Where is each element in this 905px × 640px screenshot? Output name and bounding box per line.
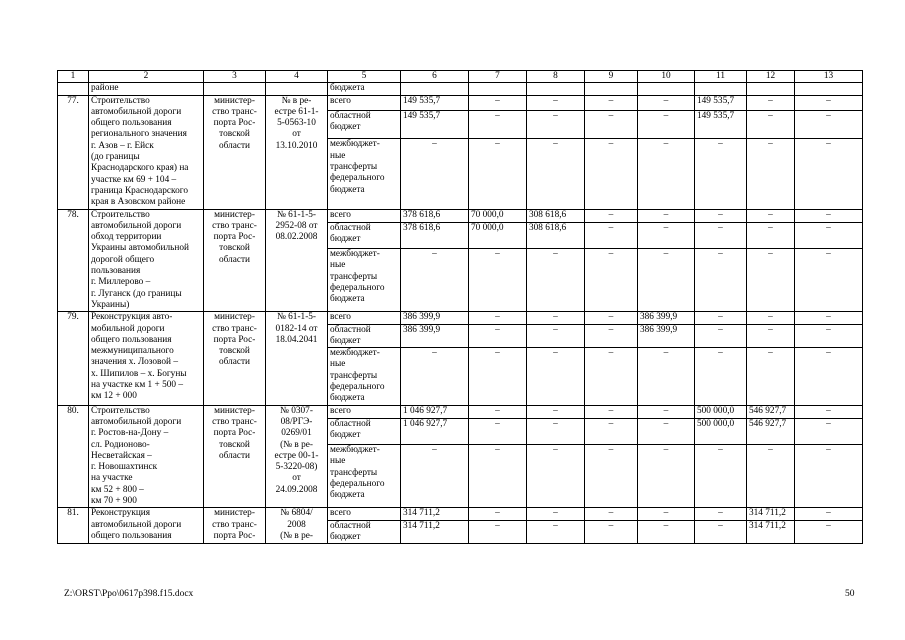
amount-col-6: 149 535,7 [401, 110, 469, 139]
table-row [58, 209, 863, 223]
expertise-document: № 61-1-5- 2952-08 от 08.02.2008 [266, 209, 328, 312]
funding-source: межбюджет- ные трансферты федерального бюджета [328, 139, 401, 209]
amount-col-13: – [795, 209, 863, 223]
amount-col-13: – [795, 508, 863, 520]
amount-col-10: – [638, 249, 695, 312]
amount-col-9: – [585, 419, 638, 445]
column-header-2: 2 [89, 71, 204, 83]
amount-col-6: – [401, 348, 469, 405]
amount-col-9: – [585, 95, 638, 110]
project-name: Реконструкция авто- мобильной дороги общего пользования межмуниципального значения х. Лозовой – х. Шипилов – х. Богуны на участке км 1 + 500 – км 12 + 000 [89, 312, 204, 405]
amount-col-9: – [585, 312, 638, 324]
amount-col-8: – [527, 312, 585, 324]
amount-col-7: 70 000,0 [469, 223, 527, 249]
amount-col-6: 149 535,7 [401, 95, 469, 110]
amount-col-12: – [747, 445, 795, 508]
amount-col-13: – [795, 139, 863, 209]
amount-col-11: 500 000,0 [695, 405, 747, 419]
amount-col-9: – [585, 324, 638, 348]
amount-col-8: – [527, 508, 585, 520]
amount-col-7: – [469, 95, 527, 110]
amount-col-8: – [527, 419, 585, 445]
amount-col-13: – [795, 110, 863, 139]
amount-col-8: – [527, 110, 585, 139]
amount-col-13: – [795, 405, 863, 419]
amount-col-9: – [585, 445, 638, 508]
funding-source: всего [328, 312, 401, 324]
amount-col-13: – [795, 419, 863, 445]
continuation-row [58, 83, 863, 95]
project-name: Строительство автомобильной дороги общего пользования регионального значения г. Азов – г. Ейск (до границы Краснодарского края) на участке км 69 + 104 – граница Краснодарского края в Азовском районе [89, 95, 204, 209]
table-row [58, 95, 863, 110]
amount-col-8: – [527, 405, 585, 419]
amount-col-9: – [585, 520, 638, 544]
amount-col-8: – [527, 324, 585, 348]
amount-col-7: 70 000,0 [469, 209, 527, 223]
amount-col-6: 314 711,2 [401, 508, 469, 520]
amount-col-11: – [695, 508, 747, 520]
amount-col-13: – [795, 324, 863, 348]
executor: министер- ство транс- порта Рос- товской области [204, 405, 266, 508]
amount-col-12: 546 927,7 [747, 419, 795, 445]
amount-col-10: – [638, 223, 695, 249]
column-header-3: 3 [204, 71, 266, 83]
column-header-13: 13 [795, 71, 863, 83]
table-row [58, 508, 863, 520]
funding-source: всего [328, 209, 401, 223]
amount-col-8: – [527, 139, 585, 209]
amount-col-6: 1 046 927,7 [401, 405, 469, 419]
amount-col-8: – [527, 445, 585, 508]
column-header-9: 9 [585, 71, 638, 83]
amount-col-10: – [638, 139, 695, 209]
funding-source: всего [328, 508, 401, 520]
amount-col-12: 314 711,2 [747, 508, 795, 520]
column-header-12: 12 [747, 71, 795, 83]
amount-col-11: – [695, 520, 747, 544]
amount-col-8: – [527, 249, 585, 312]
column-header-8: 8 [527, 71, 585, 83]
executor: министер- ство транс- порта Рос- [204, 508, 266, 544]
amount-col-13: – [795, 223, 863, 249]
table-row [58, 312, 863, 324]
amount-col-12: – [747, 223, 795, 249]
amount-col-7: – [469, 139, 527, 209]
amount-col-7: – [469, 508, 527, 520]
row-number: 78. [58, 209, 89, 312]
project-name: Строительство автомобильной дороги г. Ростов-на-Дону – сл. Родионово- Несветайская – г. Новошахтинск на участке км 52 + 800 – км 70 + 900 [89, 405, 204, 508]
amount-col-6: 386 399,9 [401, 324, 469, 348]
amount-col-6: – [401, 139, 469, 209]
amount-col-6: 314 711,2 [401, 520, 469, 544]
amount-col-13: – [795, 348, 863, 405]
amount-col-10: – [638, 348, 695, 405]
amount-col-12: – [747, 312, 795, 324]
executor: министер- ство транс- порта Рос- товской области [204, 312, 266, 405]
amount-col-13: – [795, 520, 863, 544]
row-number: 79. [58, 312, 89, 405]
amount-col-8: – [527, 95, 585, 110]
amount-col-13: – [795, 95, 863, 110]
amount-col-10: – [638, 209, 695, 223]
amount-col-9: – [585, 405, 638, 419]
amount-col-13: – [795, 249, 863, 312]
column-header-1: 1 [58, 71, 89, 83]
funding-source: областной бюджет [328, 110, 401, 139]
amount-col-7: – [469, 249, 527, 312]
expertise-document: № 0307- 08/РГЭ- 0269/01 (№ в ре- естре 00-1- 5-3220-08) от 24.09.2008 [266, 405, 328, 508]
amount-col-11: 500 000,0 [695, 419, 747, 445]
footer-page-number: 50 [845, 589, 855, 599]
amount-col-11: – [695, 209, 747, 223]
column-header-7: 7 [469, 71, 527, 83]
continuation-source: бюджета [328, 83, 401, 95]
amount-col-10: – [638, 110, 695, 139]
amount-col-7: – [469, 419, 527, 445]
amount-col-6: 386 399,9 [401, 312, 469, 324]
funding-source: областной бюджет [328, 223, 401, 249]
column-header-10: 10 [638, 71, 695, 83]
amount-col-9: – [585, 209, 638, 223]
amount-col-11: – [695, 223, 747, 249]
funding-source: межбюджет- ные трансферты федерального бюджета [328, 348, 401, 405]
amount-col-9: – [585, 223, 638, 249]
amount-col-11: 149 535,7 [695, 110, 747, 139]
amount-col-10: – [638, 445, 695, 508]
amount-col-6: – [401, 445, 469, 508]
footer-file-path: Z:\ORST\Ppo\0617p398.f15.docx [64, 589, 194, 599]
amount-col-6: 1 046 927,7 [401, 419, 469, 445]
executor: министер- ство транс- порта Рос- товской области [204, 209, 266, 312]
project-name: Строительство автомобильной дороги обход территории Украины автомобильной дорогой общего пользования г. Миллерово – г. Луганск (до границы Украины) [89, 209, 204, 312]
amount-col-10: – [638, 520, 695, 544]
funding-source: межбюджет- ные трансферты федерального бюджета [328, 249, 401, 312]
amount-col-10: – [638, 405, 695, 419]
amount-col-11: – [695, 348, 747, 405]
amount-col-10: 386 399,9 [638, 324, 695, 348]
amount-col-8: – [527, 520, 585, 544]
amount-col-7: – [469, 312, 527, 324]
amount-col-10: 386 399,9 [638, 312, 695, 324]
amount-col-12: – [747, 324, 795, 348]
continuation-name: районе [89, 83, 204, 95]
amount-col-9: – [585, 110, 638, 139]
amount-col-9: – [585, 249, 638, 312]
amount-col-12: 546 927,7 [747, 405, 795, 419]
amount-col-6: 378 618,6 [401, 209, 469, 223]
amount-col-9: – [585, 508, 638, 520]
amount-col-11: – [695, 249, 747, 312]
row-number: 81. [58, 508, 89, 544]
amount-col-12: – [747, 209, 795, 223]
amount-col-7: – [469, 445, 527, 508]
amount-col-9: – [585, 348, 638, 405]
amount-col-12: – [747, 110, 795, 139]
amount-col-8: – [527, 348, 585, 405]
project-name: Реконструкция автомобильной дороги общего пользования [89, 508, 204, 544]
amount-col-10: – [638, 95, 695, 110]
funding-source: областной бюджет [328, 520, 401, 544]
row-number: 77. [58, 95, 89, 209]
funding-source: всего [328, 405, 401, 419]
row-number: 80. [58, 405, 89, 508]
amount-col-12: – [747, 249, 795, 312]
expertise-document: № 61-1-5- 0182-14 от 18.04.2041 [266, 312, 328, 405]
funding-source: межбюджет- ные трансферты федерального бюджета [328, 445, 401, 508]
amount-col-11: – [695, 324, 747, 348]
column-number-header [58, 71, 863, 83]
funding-source: всего [328, 95, 401, 110]
expertise-document: № 6804/ 2008 (№ в ре- [266, 508, 328, 544]
amount-col-11: – [695, 312, 747, 324]
amount-col-12: – [747, 95, 795, 110]
column-header-5: 5 [328, 71, 401, 83]
amount-col-7: – [469, 110, 527, 139]
amount-col-12: 314 711,2 [747, 520, 795, 544]
amount-col-11: – [695, 445, 747, 508]
column-header-6: 6 [401, 71, 469, 83]
column-header-4: 4 [266, 71, 328, 83]
amount-col-6: – [401, 249, 469, 312]
amount-col-6: 378 618,6 [401, 223, 469, 249]
executor: министер- ство транс- порта Рос- товской области [204, 95, 266, 209]
amount-col-11: – [695, 139, 747, 209]
amount-col-12: – [747, 139, 795, 209]
amount-col-7: – [469, 405, 527, 419]
budget-table [57, 70, 863, 544]
amount-col-7: – [469, 324, 527, 348]
amount-col-8: 308 618,6 [527, 223, 585, 249]
amount-col-9: – [585, 139, 638, 209]
amount-col-11: 149 535,7 [695, 95, 747, 110]
funding-source: областной бюджет [328, 324, 401, 348]
amount-col-12: – [747, 348, 795, 405]
amount-col-7: – [469, 348, 527, 405]
amount-col-10: – [638, 419, 695, 445]
amount-col-10: – [638, 508, 695, 520]
amount-col-13: – [795, 445, 863, 508]
table-row [58, 405, 863, 419]
expertise-document: № в ре- естре 61-1- 5-0563-10 от 13.10.2010 [266, 95, 328, 209]
amount-col-8: 308 618,6 [527, 209, 585, 223]
amount-col-7: – [469, 520, 527, 544]
funding-source: областной бюджет [328, 419, 401, 445]
amount-col-13: – [795, 312, 863, 324]
column-header-11: 11 [695, 71, 747, 83]
